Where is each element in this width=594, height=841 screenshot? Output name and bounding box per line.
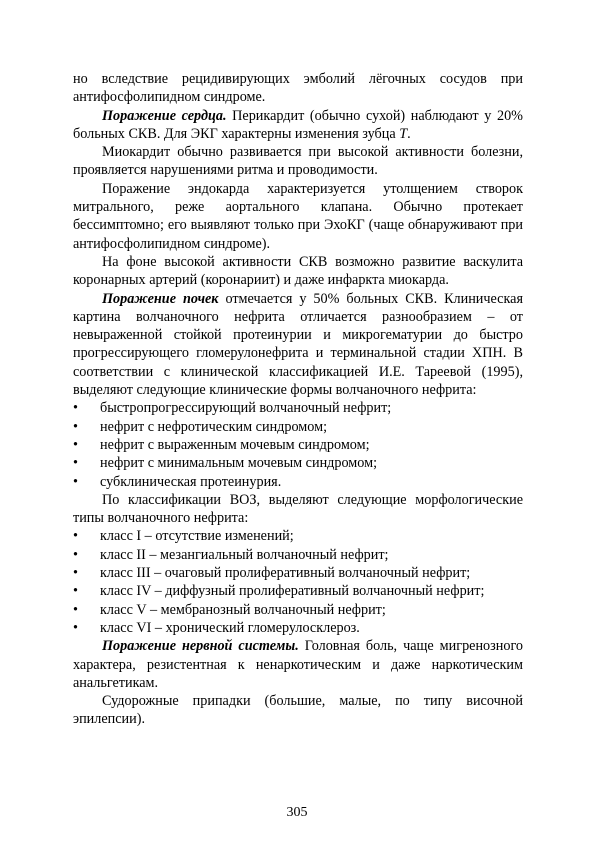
bullet-icon: • bbox=[73, 418, 78, 435]
list-item-text: субклиническая протеинурия. bbox=[100, 473, 282, 490]
paragraph-continuation: но вследствие рецидивирующих эмболий лёгочных сосудов при антифосфолипидном синдроме. bbox=[73, 71, 523, 106]
bullet-icon: • bbox=[73, 583, 78, 600]
list-item bbox=[73, 418, 523, 436]
bullet-icon: • bbox=[73, 528, 78, 545]
bullet-icon: • bbox=[73, 400, 78, 417]
list-item-text: класс II – мезангиальный волчаночный нефрит; bbox=[100, 546, 389, 563]
list-item-text: нефрит с минимальным мочевым синдромом; bbox=[100, 455, 378, 472]
list-item bbox=[73, 473, 523, 491]
bullet-icon: • bbox=[73, 473, 78, 490]
paragraph-seizures: Судорожные припадки (большие, малые, по типу височной эпилепсии). bbox=[73, 693, 523, 728]
paragraph-coronaritis: На фоне высокой активности СКВ возможно развитие васкулита коронарных артерий (коронариит) и даже инфаркта миокарда. bbox=[73, 253, 523, 289]
paragraph-endocardium: Поражение эндокарда характеризуется утолщением створок митрального, реже аортального клапана. Обычно протекает бессимптомно; его выявляют только при ЭхоКГ (чаще обнаруживают при антифосфолипидном синдроме). bbox=[73, 180, 523, 252]
bullet-icon: • bbox=[73, 436, 78, 453]
heading-heart: Поражение сердца. bbox=[102, 107, 227, 124]
ecg-wave-symbol: T bbox=[399, 125, 408, 142]
list-item-text: класс I – отсутствие изменений; bbox=[100, 528, 294, 545]
list-item bbox=[73, 436, 523, 454]
list-item-text: класс V – мембранозный волчаночный нефрит; bbox=[100, 601, 386, 618]
bullet-icon: • bbox=[73, 455, 78, 472]
bullet-icon: • bbox=[73, 565, 78, 582]
list-item-text: класс III – очаговый пролиферативный волчаночный нефрит; bbox=[100, 565, 471, 582]
heart-text-a: Перикардит (обычно сухой) наблюдают у 20% больных СКВ. Для ЭКГ характерны изменения зубца bbox=[73, 107, 523, 142]
bullet-icon: • bbox=[73, 601, 78, 618]
list-item bbox=[73, 546, 523, 564]
list-item-text: нефрит с нефротическим синдромом; bbox=[100, 418, 328, 435]
list-item bbox=[73, 527, 523, 545]
clinical-forms-list bbox=[73, 399, 523, 490]
list-item-text: нефрит с выраженным мочевым синдромом; bbox=[100, 436, 370, 453]
list-item bbox=[73, 564, 523, 582]
nervous-text: Головная боль, чаще мигренозного характера, резистентная к ненаркотическим и даже наркотическим анальгетикам. bbox=[73, 638, 524, 691]
who-classes-list bbox=[73, 527, 523, 637]
paragraph-who-intro: По классификации ВОЗ, выделяют следующие морфологические типы волчаночного нефрита: bbox=[73, 491, 523, 527]
list-item bbox=[73, 619, 523, 637]
kidney-text: отмечается у 50% больных СКВ. Клиническая картина волчаночного нефрита отличается разнообразием – от невыраженной стойкой протеинурии и микрогематурии до быстро прогрессирующего гломерулонефрита и терминальной стадии ХПН. В соответствии с клинической классификацией И.Е. Тареевой (1995), выделяют следующие клинические формы волчаночного нефрита: bbox=[73, 290, 523, 399]
paragraph-heart bbox=[73, 107, 523, 144]
list-item bbox=[73, 399, 523, 417]
paragraph-kidney bbox=[73, 290, 523, 400]
paragraph-myocarditis: Миокардит обычно развивается при высокой активности болезни, проявляется нарушениями ритма и проводимости. bbox=[73, 144, 523, 179]
page-body bbox=[73, 70, 523, 729]
list-item bbox=[73, 582, 523, 600]
list-item-text: класс VI – хронический гломерулосклероз. bbox=[100, 619, 360, 636]
list-item bbox=[73, 601, 523, 619]
heart-text-b: . bbox=[407, 125, 411, 142]
bullet-icon: • bbox=[73, 546, 78, 563]
list-item-text: класс IV – диффузный пролиферативный волчаночный нефрит; bbox=[100, 583, 485, 600]
paragraph-nervous bbox=[73, 637, 523, 692]
heading-nervous: Поражение нервной системы. bbox=[102, 638, 299, 655]
bullet-icon: • bbox=[73, 619, 78, 636]
page-number: 305 bbox=[286, 805, 308, 820]
heading-kidney: Поражение почек bbox=[102, 290, 219, 307]
list-item-text: быстропрогрессирующий волчаночный нефрит; bbox=[100, 400, 392, 417]
list-item bbox=[73, 454, 523, 472]
